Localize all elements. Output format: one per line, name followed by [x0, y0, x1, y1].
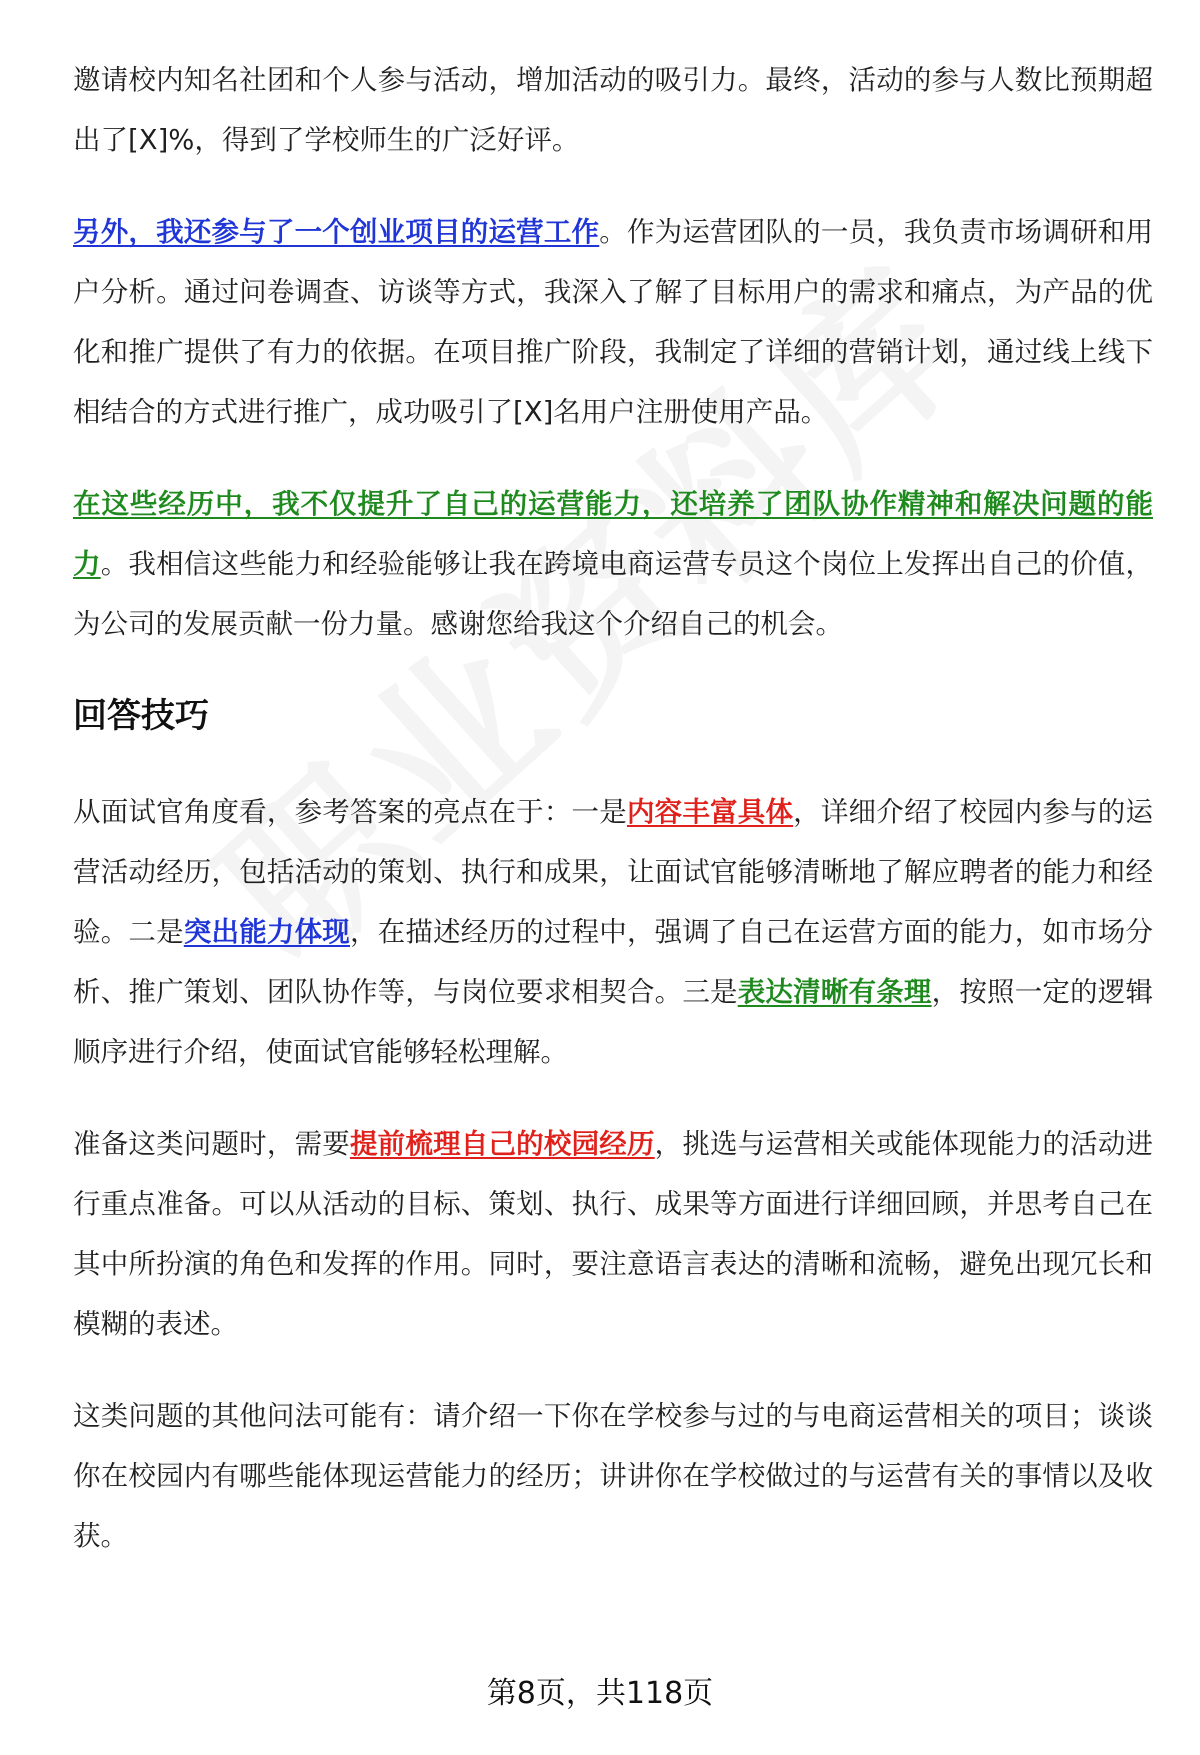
paragraph-text: 准备这类问题时，需要 — [73, 1128, 350, 1160]
highlight-rich-content: 内容丰富具体 — [626, 796, 794, 828]
section-heading-answer-tips: 回答技巧 — [73, 696, 209, 736]
highlight-campus-experience: 提前梳理自己的校园经历 — [349, 1128, 655, 1160]
paragraph-text: 。作为运营团队的一员，我负责市场调研和用户分析。通过问卷调查、访谈等方式，我深入了解了目标用户的需求和痛点，为产品的优化和推广提供了有力的依据。在项目推广阶段，我制定了详细的营销计划，通过线上线下相结合的方式进行推广，成功吸引了[X]名用户注册使用产品。 — [73, 216, 1153, 428]
highlight-startup-project: 另外，我还参与了一个创业项目的运营工作 — [73, 216, 600, 248]
paragraph-activity-result — [73, 50, 1153, 170]
highlight-ability-shown: 突出能力体现 — [183, 916, 350, 948]
document-page — [73, 50, 1153, 1598]
paragraph-summary — [73, 474, 1153, 654]
paragraph-text: ，详细介绍了校园内参与的运营活动经历，包括活动的策划、执行和成果，让面试官能够清晰地了解应聘者的能力和经验。二是 — [73, 796, 1154, 948]
paragraph-text: 。我相信这些能力和经验能够让我在跨境电商运营专员这个岗位上发挥出自己的价值，为公司的发展贡献一份力量。感谢您给我这个介绍自己的机会。 — [73, 548, 1154, 640]
paragraph-preparation — [73, 1114, 1153, 1354]
paragraph-text: ，挑选与运营相关或能体现能力的活动进行重点准备。可以从活动的目标、策划、执行、成果等方面进行详细回顾，并思考自己在其中所扮演的角色和发挥的作用。同时，要注意语言表达的清晰和流畅，避免出现冗长和模糊的表述。 — [73, 1128, 1154, 1340]
paragraph-other-questions — [73, 1386, 1153, 1566]
paragraph-interviewer-view — [73, 782, 1153, 1082]
highlight-abilities: 在这些经历中，我不仅提升了自己的运营能力，还培养了团队协作精神和解决问题的能力 — [73, 488, 1153, 580]
paragraph-text: 从面试官角度看，参考答案的亮点在于：一是 — [73, 796, 627, 828]
paragraph-startup-project — [73, 202, 1153, 442]
paragraph-text: 这类问题的其他问法可能有：请介绍一下你在学校参与过的与电商运营相关的项目；谈谈你在校园内有哪些能体现运营能力的经历；讲讲你在学校做过的与运营有关的事情以及收获。 — [73, 1400, 1153, 1552]
paragraph-text: 邀请校内知名社团和个人参与活动，增加活动的吸引力。最终，活动的参与人数比预期超出了[X]%，得到了学校师生的广泛好评。 — [73, 64, 1153, 156]
paragraph-text: ，在描述经历的过程中，强调了自己在运营方面的能力，如市场分析、推广策划、团队协作等，与岗位要求相契合。三是 — [73, 916, 1154, 1008]
paragraph-text: ，按照一定的逻辑顺序进行介绍，使面试官能够轻松理解。 — [73, 976, 1154, 1068]
highlight-clear-expression: 表达清晰有条理 — [737, 976, 932, 1008]
page-number-footer: 第8页，共118页 — [486, 1676, 714, 1711]
